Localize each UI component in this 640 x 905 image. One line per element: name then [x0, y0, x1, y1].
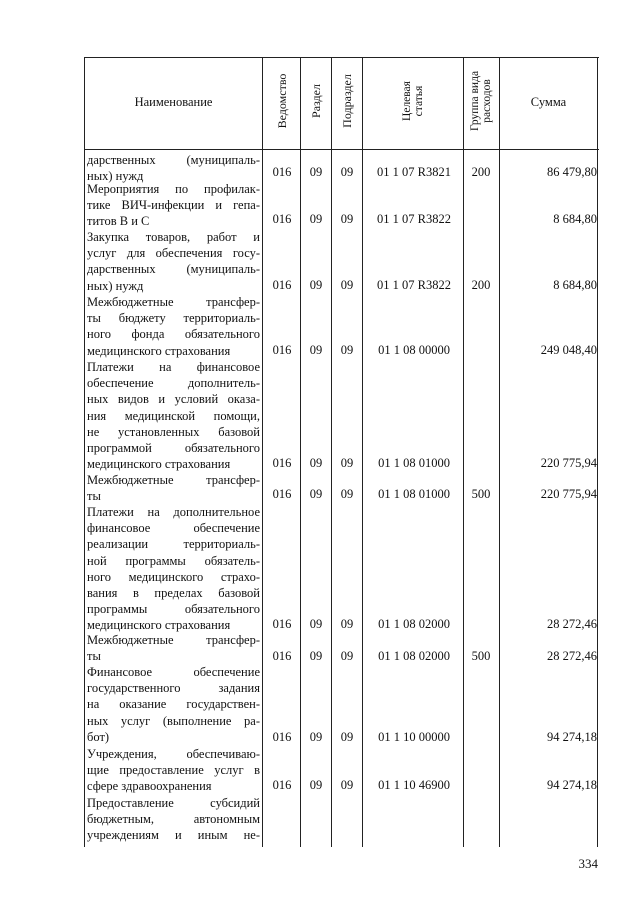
header-vedomstvo: Ведомство [275, 73, 289, 129]
header-razdel: Раздел [309, 84, 323, 118]
cell-gruppa: 500 [471, 487, 491, 501]
cell-celevaya: 01 1 08 00000 [378, 343, 450, 357]
cell-vedomstvo: 016 [272, 278, 292, 292]
name-line: медицинского страхования [87, 457, 231, 472]
table-top-rule [84, 57, 599, 58]
name-line: ния медицинской помощи, [87, 408, 260, 423]
cell-podrazdel: 09 [340, 212, 354, 226]
cell-gruppa: 500 [471, 649, 491, 663]
name-line: на оказание государствен- [87, 697, 260, 712]
name-line: обеспечение дополнитель- [87, 376, 260, 391]
header-gruppa-vida-rashodov [469, 71, 493, 131]
cell-summa: 249 048,40 [540, 343, 597, 357]
row-name [87, 472, 260, 504]
cell-vedomstvo: 016 [272, 343, 292, 357]
cell-celevaya: 01 1 07 R3821 [377, 165, 451, 179]
cell-celevaya: 01 1 08 02000 [378, 649, 450, 663]
table-right-rule [597, 57, 598, 847]
header-name: Наименование [134, 95, 213, 109]
name-line: вания в пределах базовой [87, 585, 260, 600]
cell-summa: 28 272,46 [547, 617, 597, 631]
cell-celevaya: 01 1 07 R3822 [377, 212, 451, 226]
page-number: 334 [578, 856, 598, 871]
name-line: Межбюджетные трансфер- [87, 633, 260, 647]
cell-summa: 94 274,18 [547, 730, 597, 744]
header-celevaya-line2: статья [413, 85, 425, 117]
cell-podrazdel: 09 [340, 456, 354, 470]
row-name [87, 504, 260, 634]
cell-summa: 8 684,80 [553, 278, 597, 292]
row-name [87, 181, 260, 230]
cell-vedomstvo: 016 [272, 456, 292, 470]
cell-razdel: 09 [309, 165, 323, 179]
name-line: дарственных (муниципаль- [87, 262, 260, 277]
name-line: щие предоставление услуг в [87, 763, 260, 778]
cell-vedomstvo: 016 [272, 778, 292, 792]
header-summa: Сумма [530, 95, 567, 109]
cell-summa: 28 272,46 [547, 649, 597, 663]
cell-razdel: 09 [309, 487, 323, 501]
name-line: государственного задания [87, 681, 260, 696]
cell-vedomstvo: 016 [272, 730, 292, 744]
name-line: ного медицинского страхо- [87, 569, 260, 584]
cell-summa: 94 274,18 [547, 778, 597, 792]
row-name [87, 746, 260, 795]
cell-vedomstvo: 016 [272, 649, 292, 663]
cell-gruppa: 200 [471, 165, 491, 179]
header-celevaya-line1: Целевая [400, 81, 413, 121]
cell-vedomstvo: 016 [272, 487, 292, 501]
cell-razdel: 09 [309, 456, 323, 470]
name-line: ных услуг (выполнение ра- [87, 713, 260, 728]
cell-summa: 220 775,94 [540, 456, 597, 470]
name-line: ных видов и условий оказа- [87, 392, 260, 407]
col-divider-4 [362, 57, 363, 847]
cell-celevaya: 01 1 10 46900 [378, 778, 450, 792]
cell-podrazdel: 09 [340, 343, 354, 357]
header-celevaya-statya [401, 81, 425, 121]
cell-razdel: 09 [309, 778, 323, 792]
name-line: ного фонда обязательного [87, 327, 260, 342]
name-line: Межбюджетные трансфер- [87, 295, 260, 309]
cell-vedomstvo: 016 [272, 165, 292, 179]
name-line: ты [87, 649, 101, 664]
cell-razdel: 09 [309, 343, 323, 357]
name-line: тике ВИЧ-инфекции и гепа- [87, 198, 260, 213]
cell-podrazdel: 09 [340, 730, 354, 744]
name-line: медицинского страхования [87, 618, 231, 633]
name-line: ты [87, 489, 101, 504]
header-gruppa-line1: Группа вида [468, 70, 481, 132]
col-divider-1 [262, 57, 263, 847]
cell-podrazdel: 09 [340, 278, 354, 292]
cell-summa: 8 684,80 [553, 212, 597, 226]
cell-podrazdel: 09 [340, 778, 354, 792]
name-line: Предоставление субсидий [87, 796, 260, 810]
row-name [87, 664, 260, 745]
name-line: бюджетным, автономным [87, 812, 260, 827]
cell-celevaya: 01 1 07 R3822 [377, 278, 451, 292]
cell-razdel: 09 [309, 212, 323, 226]
row-name [87, 294, 260, 359]
cell-razdel: 09 [309, 617, 323, 631]
cell-gruppa: 200 [471, 278, 491, 292]
name-line: титов В и С [87, 214, 150, 229]
cell-celevaya: 01 1 08 01000 [378, 487, 450, 501]
cell-razdel: 09 [309, 649, 323, 663]
row-name [87, 229, 260, 294]
cell-summa: 220 775,94 [540, 487, 597, 501]
header-podrazdel: Подраздел [340, 74, 354, 128]
name-line: ты бюджету территориаль- [87, 311, 260, 326]
cell-celevaya: 01 1 10 00000 [378, 730, 450, 744]
cell-podrazdel: 09 [340, 165, 354, 179]
name-line: реализации территориаль- [87, 537, 260, 552]
cell-celevaya: 01 1 08 01000 [378, 456, 450, 470]
name-line: учреждениям и иным не- [87, 828, 260, 843]
cell-podrazdel: 09 [340, 649, 354, 663]
cell-razdel: 09 [309, 278, 323, 292]
name-line: услуг для обеспечения госу- [87, 246, 260, 261]
header-gruppa-line2: расходов [481, 79, 493, 123]
name-line: Учреждения, обеспечиваю- [87, 747, 260, 761]
name-line: бот) [87, 729, 110, 744]
name-line: Платежи на финансовое [87, 360, 260, 374]
row-name [87, 795, 260, 844]
name-line: медицинского страхования [87, 343, 231, 358]
name-line: ной программы обязатель- [87, 553, 260, 568]
name-line: дарственных (муниципаль- [87, 153, 260, 167]
name-line: Мероприятия по профилак- [87, 182, 260, 196]
cell-summa: 86 479,80 [547, 165, 597, 179]
name-line: программой обязательного [87, 440, 260, 455]
cell-razdel: 09 [309, 730, 323, 744]
row-name [87, 152, 260, 184]
cell-vedomstvo: 016 [272, 212, 292, 226]
cell-podrazdel: 09 [340, 617, 354, 631]
name-line: программы обязательного [87, 602, 260, 617]
row-name [87, 632, 260, 664]
cell-podrazdel: 09 [340, 487, 354, 501]
name-line: ных) нужд [87, 278, 144, 293]
name-line: Межбюджетные трансфер- [87, 473, 260, 487]
name-line: финансовое обеспечение [87, 521, 260, 536]
name-line: не установленных базовой [87, 424, 260, 439]
table-left-rule [84, 57, 85, 847]
name-line: Платежи на дополнительное [87, 505, 260, 519]
name-line: ных) нужд [87, 169, 144, 184]
header-bottom-rule [84, 149, 599, 150]
name-line: Финансовое обеспечение [87, 665, 260, 679]
cell-vedomstvo: 016 [272, 617, 292, 631]
row-name [87, 359, 260, 472]
name-line: Закупка товаров, работ и [87, 230, 260, 244]
name-line: сфере здравоохранения [87, 779, 212, 794]
cell-celevaya: 01 1 08 02000 [378, 617, 450, 631]
